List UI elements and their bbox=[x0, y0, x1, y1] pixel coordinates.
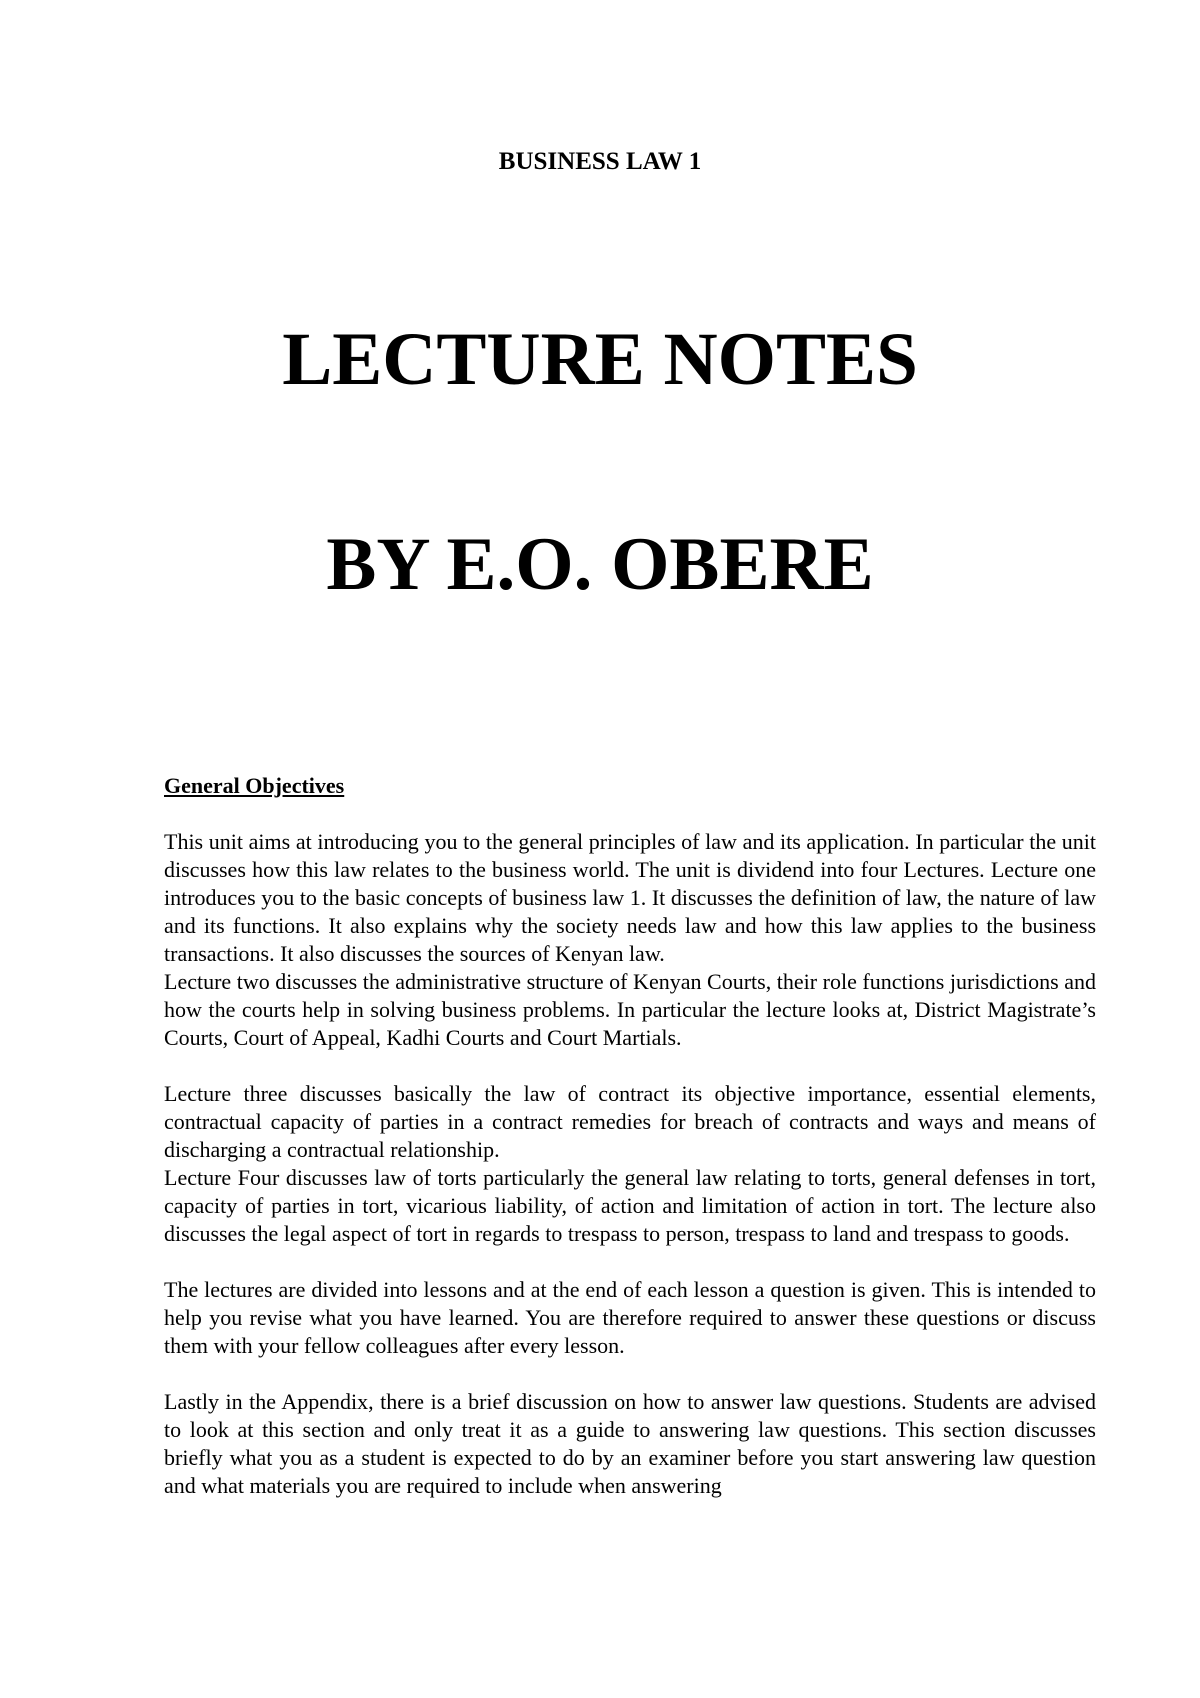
document-title: LECTURE NOTES bbox=[282, 318, 918, 401]
paragraph-lecture-four: Lecture Four discusses law of torts particularly the general law relating to torts, general defenses in tort, capacity of parties in tort, vicarious liability, of action and limitation of action in tort. The lecture also discusses the legal aspect of tort in regards to trespass to person, trespass to land and trespass to goods. bbox=[164, 1165, 1096, 1246]
section-heading: General Objectives bbox=[164, 773, 345, 798]
paragraph-lecture-two: Lecture two discusses the administrative structure of Kenyan Courts, their role functions jurisdictions and how the courts help in solving business problems. In particular the lecture looks at, District Magistrate’s Courts, Court of Appeal, Kadhi Courts and Court Martials. bbox=[164, 969, 1096, 1050]
objectives-section bbox=[164, 772, 1096, 1500]
course-title: BUSINESS LAW 1 bbox=[498, 148, 702, 175]
paragraph-appendix: Lastly in the Appendix, there is a brief discussion on how to answer law questions. Students are advised to look at this section and only treat it as a guide to answering law questions. This section discusses briefly what you as a student is expected to do by an examiner before you start answering law question and what materials you are required to include when answering bbox=[164, 1389, 1096, 1498]
paragraph-intro: This unit aims at introducing you to the general principles of law and its application. In particular the unit discusses how this law relates to the business world. The unit is dividend into four Lectures. Lecture one introduces you to the basic concepts of business law 1. It discusses the definition of law, the nature of law and its functions. It also explains why the society needs law and how this law applies to the business transactions. It also discusses the sources of Kenyan law. bbox=[164, 829, 1096, 966]
document-author: BY E.O. OBERE bbox=[326, 523, 874, 606]
paragraph-lessons: The lectures are divided into lessons and at the end of each lesson a question is given. This is intended to help you revise what you have learned. You are therefore required to answer these questions or discuss them with your fellow colleagues after every lesson. bbox=[164, 1277, 1096, 1358]
paragraph-lecture-three: Lecture three discusses basically the law of contract its objective importance, essential elements, contractual capacity of parties in a contract remedies for breach of contracts and ways and means of discharging a contractual relationship. bbox=[164, 1081, 1096, 1162]
